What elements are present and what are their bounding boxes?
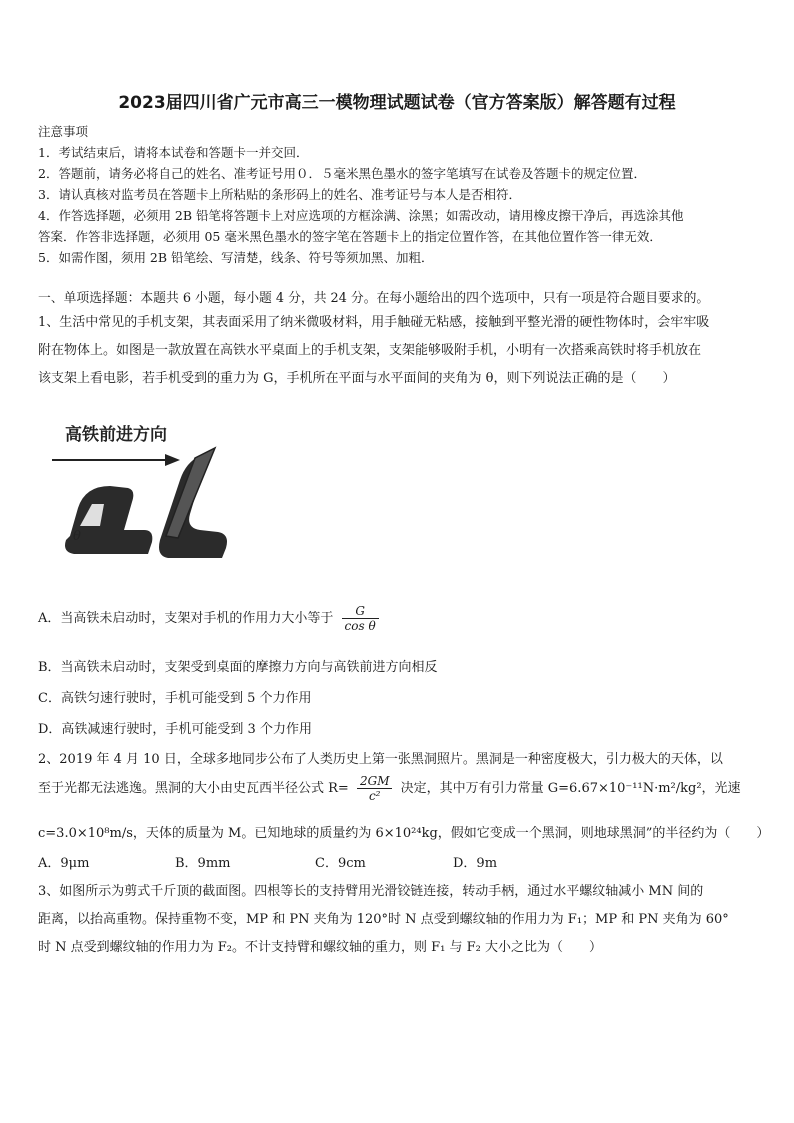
section-heading: 一、单项选择题：本题共 6 小题，每小题 4 分，共 24 分。在每小题给出的四个选项中，只有一项是符合题目要求的。 bbox=[38, 291, 710, 306]
notice-item: 答案．作答非选择题，必须用 05 毫米黑色墨水的签字笔在答题卡上的指定位置作答，在其他位置作答一律无效． bbox=[38, 229, 662, 244]
schwarzschild-fraction bbox=[357, 774, 393, 803]
question-1-stem bbox=[38, 309, 760, 393]
notice-item: 2．答题前，请务必将自己的姓名、准考证号用０．５毫米黑色墨水的签字笔填写在试卷及答题卡的规定位置． bbox=[38, 166, 646, 181]
q1-option-a bbox=[38, 604, 383, 633]
fraction-numerator: 2GM bbox=[357, 774, 393, 789]
option-a-fraction bbox=[342, 604, 379, 633]
question-3-stem bbox=[38, 878, 760, 962]
q2-option-d: D．9m bbox=[453, 856, 498, 871]
question-3-line: 距离，以抬高重物。保持重物不变，MP 和 PN 夹角为 120°时 N 点受到螺纹轴的作用力为 F₁；MP 和 PN 夹角为 60° bbox=[38, 912, 729, 927]
question-1-line: 附在物体上。如图是一款放置在高铁水平桌面上的手机支架，支架能够吸附手机，小明有一次搭乘高铁时将手机放在 bbox=[38, 343, 702, 358]
question-2-line: c=3.0×10⁸m/s，天体的质量为 M。已知地球的质量约为 6×10²⁴kg，假如它变成一个黑洞，则地球黑洞”的半径约为（ ） bbox=[38, 826, 770, 841]
notice-heading: 注意事项 bbox=[38, 124, 89, 139]
fraction-numerator: G bbox=[342, 604, 379, 619]
q2-option-c: C．9cm bbox=[315, 856, 366, 871]
notice-item: 3．请认真核对监考员在答题卡上所粘贴的条形码上的姓名、准考证号与本人是否相符． bbox=[38, 187, 521, 202]
question-1-line: 该支架上看电影，若手机受到的重力为 G，手机所在平面与水平面间的夹角为 θ，则下列说法正确的是（ ） bbox=[38, 371, 676, 386]
question-2-line bbox=[38, 774, 741, 803]
direction-arrow-head bbox=[165, 454, 180, 466]
fraction-denominator: c² bbox=[368, 789, 381, 803]
figure-direction-label: 高铁前进方向 bbox=[65, 425, 167, 445]
q1-option-b: B．当高铁未启动时，支架受到桌面的摩擦力方向与高铁前进方向相反 bbox=[38, 660, 438, 675]
question-3-line: 时 N 点受到螺纹轴的作用力为 F₂。不计支持臂和螺纹轴的重力，则 F₁ 与 F₂ 大小之比为（ ） bbox=[38, 940, 602, 955]
q2-option-b: B．9mm bbox=[175, 856, 231, 871]
q2-option-a: A．9μm bbox=[38, 856, 90, 871]
option-a-text: A．当高铁未启动时，支架对手机的作用力大小等于 bbox=[38, 611, 334, 626]
q1-option-c: C．高铁匀速行驶时，手机可能受到 5 个力作用 bbox=[38, 691, 312, 706]
page-title: 2023届四川省广元市高三一模物理试题试卷（官方答案版）解答题有过程 bbox=[118, 93, 676, 113]
question-1-line: 1、生活中常见的手机支架，其表面采用了纳米微吸材料，用手触碰无粘感，接触到平整光滑的硬性物体时，会牢牢吸 bbox=[38, 315, 710, 330]
q2-line2-pre: 至于光都无法逃逸。黑洞的大小由史瓦西半径公式 R= bbox=[38, 781, 349, 796]
phone-stand-figure bbox=[40, 418, 255, 568]
fraction-denominator: cos θ bbox=[344, 619, 376, 633]
notice-item: 1．考试结束后，请将本试卷和答题卡一并交回． bbox=[38, 145, 309, 160]
notice-item: 5．如需作图，须用 2B 铅笔绘、写清楚，线条、符号等须加黑、加粗． bbox=[38, 250, 434, 265]
q1-option-d: D．高铁减速行驶时，手机可能受到 3 个力作用 bbox=[38, 722, 312, 737]
question-3-line: 3、如图所示为剪式千斤顶的截面图。四根等长的支持臂用光滑铰链连接，转动手柄，通过水平螺纹轴减小 MN 间的 bbox=[38, 884, 704, 899]
question-2-line: 2、2019 年 4 月 10 日，全球多地同步公布了人类历史上第一张黑洞照片。黑洞是一种密度极大，引力极大的天体，以 bbox=[38, 752, 723, 767]
q2-line2-post: 决定，其中万有引力常量 G=6.67×10⁻¹¹N·m²/kg²，光速 bbox=[400, 781, 741, 796]
notice-item: 4．作答选择题，必须用 2B 铅笔将答题卡上对应选项的方框涂满、涂黑；如需改动，请用橡皮擦干净后，再选涂其他 bbox=[38, 208, 684, 223]
angle-theta-label: θ bbox=[73, 529, 81, 544]
